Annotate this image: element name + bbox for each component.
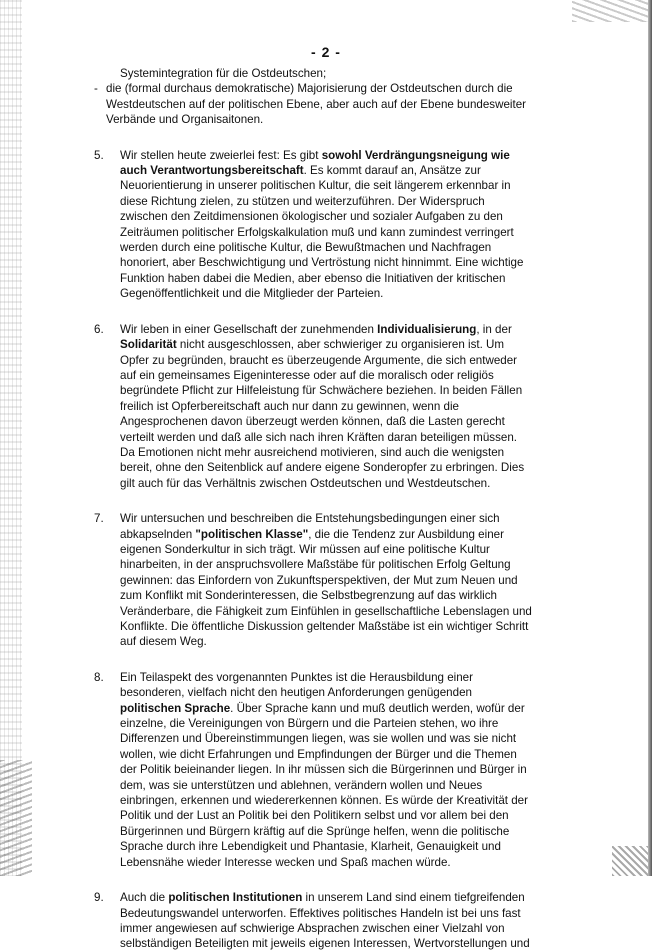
continued-line: Systemintegration für die Ostdeutschen; (120, 67, 327, 80)
scan-noise-top-right (572, 0, 652, 22)
item-number: 6. (94, 322, 104, 336)
page-number: - 2 - (311, 44, 341, 60)
scan-edge-right (648, 0, 652, 876)
item-paragraph: Auch die politischen Institutionen in unserem Land sind einem tiefgreifenden Bedeutungswandel unterworfen. Effektives politisches Handeln ist bei uns fast immer angewiesen auf schwierige Absprachen zwischen einer Vielzahl von selbständigen Beteiligten mit jeweils eigenen Interessen, Wertvorstellungen und (120, 891, 530, 951)
scan-noise-left (0, 0, 22, 876)
item-paragraph: Ein Teilaspekt des vorgenannten Punktes ist die Herausbildung einer besonderen, vielfach nicht den heutigen Anforderungen genügenden politischen Sprache. Über Sprache kann und muß deutlich werden, wofür der einzelne, die Vereinigungen von Bürgern und die Parteien stehen, wo ihre Differenzen und Übereinstimmungen liegen, was sie wollen und was sie nicht wollen, wie dicht Erfahrungen und Empfindungen der Bürger und die Themen der Politik beieinander liegen. In ihr müssen sich die Bürgerinnen und Bürger in dem, was sie unterstützen und ablehnen, verändern wollen und Neues einbringen, erkennen und wiedererkennen können. Es würde der Kreativität der Politik und der Lust an Politik bei den Politikern selbst und vor allem bei den Bürgerinnen und Bürgern kräftig auf die Sprünge helfen, wenn die politische Sprache durch ihre Lebendigkeit und Phantasie, Klarheit, Genauigkeit und Lebensnähe wieder Interesse wecken und Spaß machen würde. (120, 670, 528, 869)
document-body (94, 66, 532, 952)
item-number: 9. (94, 891, 104, 905)
item-paragraph: Wir untersuchen und beschreiben die Entstehungsbedingungen einer sich abkapselnden "politischen Klasse", die die Tendenz zur Ausbildung einer eigenen Sonderkultur in sich trägt. Wir müssen auf eine politische Kultur hinarbeiten, in der anspruchsvollere Maßstäbe für politischen Erfolg Geltung gewinnen: das Einfordern von Zukunftsperspektiven, der Mut zum Neuen und zum Konflikt mit Sonderinteressen, die Selbstbegrenzung auf das wirklich Veränderbare, die Fähigkeit zum Einfühlen in gesellschaftliche Lebenslagen und Konflikte. Die öffentliche Diskussion geltender Maßstäbe ist ein wichtiger Schritt auf diesem Weg. (120, 512, 532, 649)
bullet-dash: - (94, 82, 98, 96)
bullet-text: die (formal durchaus demokratische) Majorisierung der Ostdeutschen durch die Westdeutschen auf der politischen Ebene, aber auch auf der Ebene bundesweiter Verbände und Organisaitonen. (106, 82, 527, 127)
numbered-item-8 (94, 670, 532, 870)
numbered-item-5 (94, 148, 532, 302)
item-number: 8. (94, 670, 104, 684)
bullet-item (94, 81, 532, 127)
scan-noise-bottom-right (612, 846, 648, 876)
item-paragraph: Wir leben in einer Gesellschaft der zunehmenden Individualisierung, in der Solidarität nicht ausgeschlossen, aber schwieriger zu organisieren ist. Um Opfer zu begründen, braucht es überzeugende Argumente, die sich entweder auf ein gemeinsames Eigeninteresse oder auf die moralisch oder religiös begründete Pflicht zur Hilfeleistung für Schwächere beziehen. In beiden Fällen freilich ist Opferbereitschaft auch nur dann zu gewinnen, wenn die Angesprochenen davon überzeugt werden können, daß die Lasten gerecht verteilt werden und daß alle sich nach ihren Kräften daran beteiligen müssen. Da Emotionen nicht mehr ausreichend motivieren, sind auch die wenigsten bereit, ohne den Seitenblick auf andere eigene Sonderopfer zu erbringen. Dies gilt auch für das Verhältnis zwischen Ostdeutschen und Westdeutschen. (120, 322, 525, 490)
item-number: 5. (94, 148, 104, 162)
item-paragraph: Wir stellen heute zweierlei fest: Es gibt sowohl Verdrängungsneigung wie auch Verantwortungsbereitschaft. Es kommt darauf an, Ansätze zur Neuorientierung in unserer politischen Kultur, die seit längerem erkennbar in diese Richtung zielen, zu stützen und weiterzuführen. Der Widerspruch zwischen den Zeitdimensionen ökologischer und sozialer Aufgaben zu den Zeiträumen politischer Erfolgskalkulation muß und kann zumindest verringert werden durch eine politische Kultur, die Bewußtmachen und Nachfragen honoriert, aber Beschwichtigung und Vertröstung nicht hinnimmt. Eine wichtige Funktion haben dabei die Medien, aber ebenso die Initiativen der kritischen Gegenöffentlichkeit und die Mitglieder der Parteien. (120, 148, 524, 301)
numbered-item-6 (94, 322, 532, 491)
scan-noise-left-bottom (0, 760, 32, 876)
numbered-item-9 (94, 890, 532, 952)
numbered-item-7 (94, 511, 532, 650)
item-number: 7. (94, 512, 104, 526)
